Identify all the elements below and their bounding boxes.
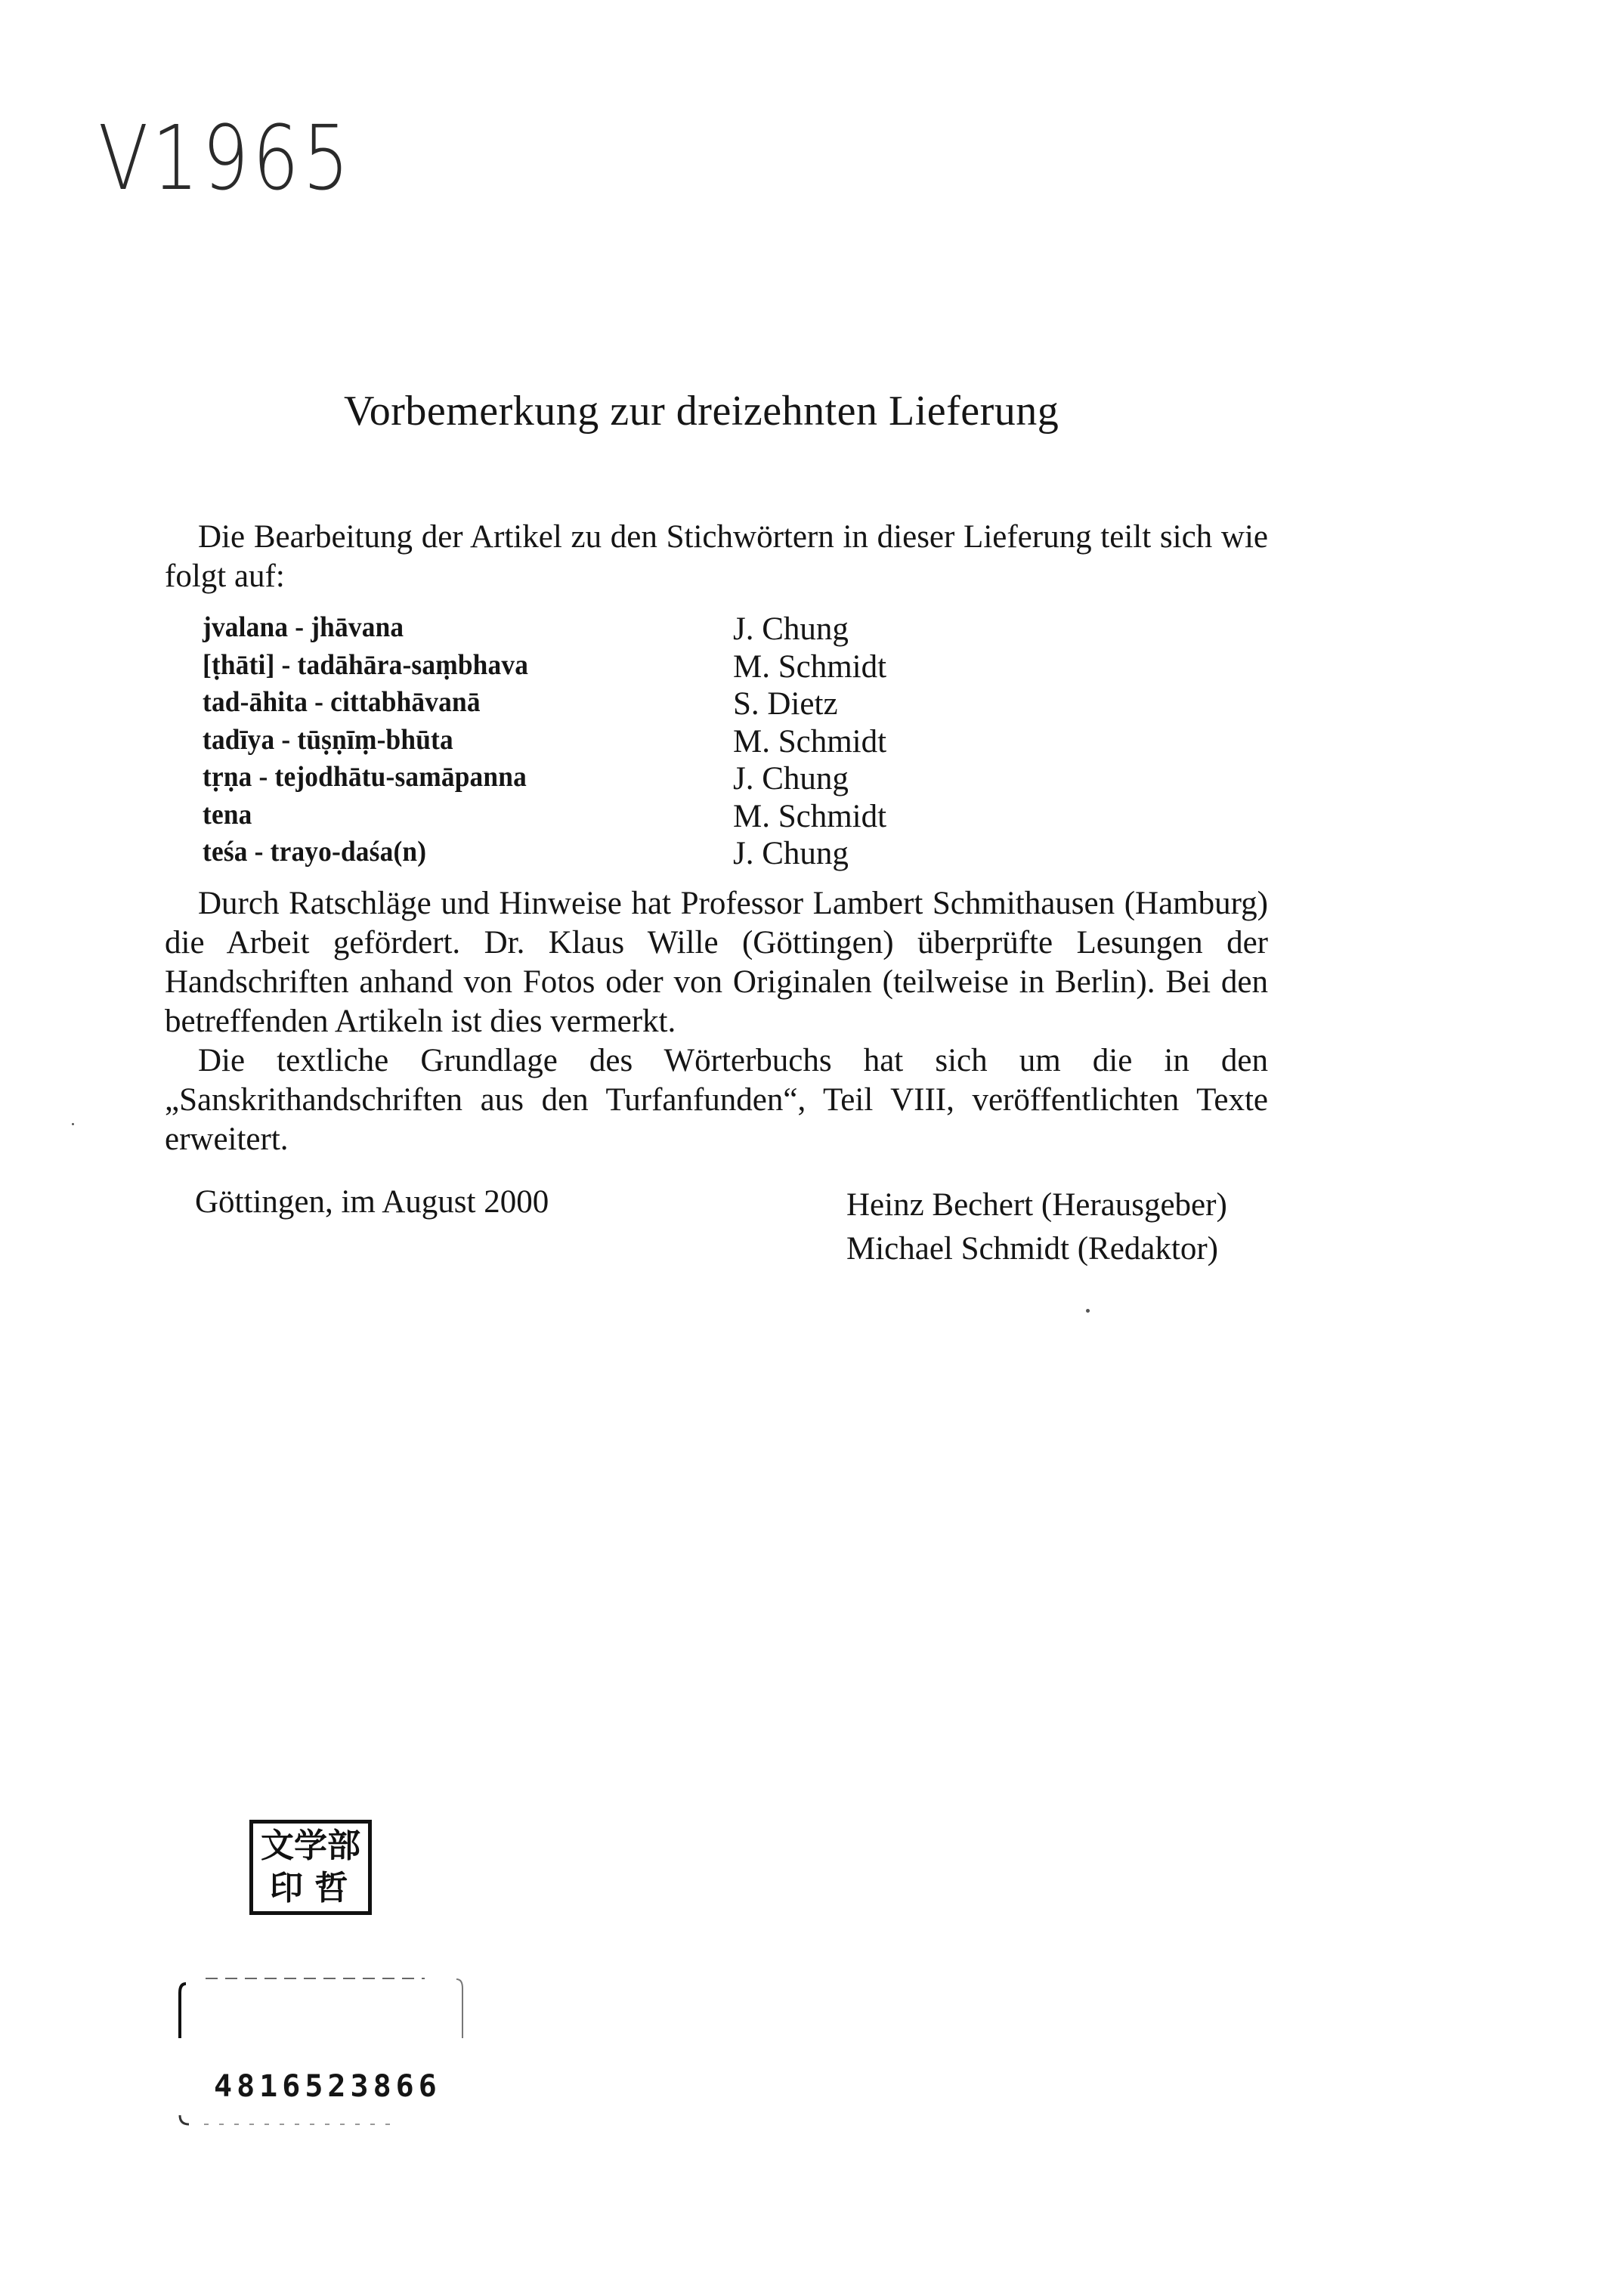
keyword-range: teśa - trayo-daśa(n): [203, 836, 427, 868]
keyword-range: tadīya - tūṣṇīṃ-bhūta: [203, 723, 453, 756]
allocation-row: [203, 685, 958, 723]
editor-name: M. Schmidt: [733, 723, 887, 759]
barcode-number: 4816523866: [214, 2069, 441, 2104]
editor-name: M. Schmidt: [733, 648, 887, 685]
stamp-glyphs-top: 文学部: [261, 1827, 360, 1865]
place-date: Göttingen, im August 2000: [195, 1184, 549, 1220]
stamp-glyphs-bottom: 印 哲: [270, 1869, 348, 1907]
signatories: [846, 1183, 1227, 1271]
editor-name: S. Dietz: [733, 686, 838, 722]
handwritten-shelfmark: V1965: [98, 106, 354, 210]
allocation-row: [203, 723, 958, 761]
signatory-redactor: Michael Schmidt (Redaktor): [846, 1231, 1218, 1267]
keyword-range: tena: [203, 798, 252, 831]
textual-basis-paragraph: Die textliche Grundlage des Wörterbuchs hat sich um die in den „Sanskrithandschriften aus den Turfanfunden“, Teil VIII, veröffentlichten Texte erweitert.: [165, 1043, 1268, 1157]
allocation-row: [203, 835, 958, 873]
allocation-row: [203, 648, 958, 686]
barcode-frame-bottom: [174, 2112, 401, 2135]
signatory-editor: Heinz Bechert (Herausgeber): [846, 1187, 1227, 1223]
speck: [72, 1123, 74, 1125]
credits-section: [165, 884, 1268, 1159]
barcode-frame: [175, 1969, 470, 2044]
allocation-row: [203, 611, 958, 648]
editor-allocation-list: [203, 611, 958, 873]
editor-name: M. Schmidt: [733, 798, 887, 834]
intro-paragraph: [165, 518, 1268, 596]
keyword-range: tṛṇa - tejodhātu-samāpanna: [203, 761, 527, 793]
page-title: Vorbemerkung zur dreizehnten Lieferung: [344, 388, 1059, 435]
allocation-row: [203, 760, 958, 798]
editor-name: J. Chung: [733, 836, 849, 871]
intro-text: Die Bearbeitung der Artikel zu den Stichwörtern in dieser Lieferung teilt sich wie folgt auf:: [165, 519, 1268, 594]
keyword-range: tad-āhita - cittabhāvanā: [203, 686, 481, 718]
editor-name: J. Chung: [733, 761, 849, 797]
allocation-row: [203, 798, 958, 836]
editor-name: J. Chung: [733, 611, 849, 647]
speck: [1086, 1309, 1090, 1313]
keyword-range: [ṭhāti] - tadāhāra-saṃbhava: [203, 648, 529, 681]
library-stamp: [249, 1820, 372, 1915]
keyword-range: jvalana - jhāvana: [203, 611, 404, 643]
advice-paragraph: Durch Ratschläge und Hinweise hat Professor Lambert Schmithausen (Hamburg) die Arbeit gefördert. Dr. Klaus Wille (Göttingen) überprüfte Lesungen der Handschriften anhand von Fotos oder von Originalen (teilweise in Berlin). Bei den betreffenden Artikeln ist dies vermerkt.: [165, 886, 1268, 1039]
